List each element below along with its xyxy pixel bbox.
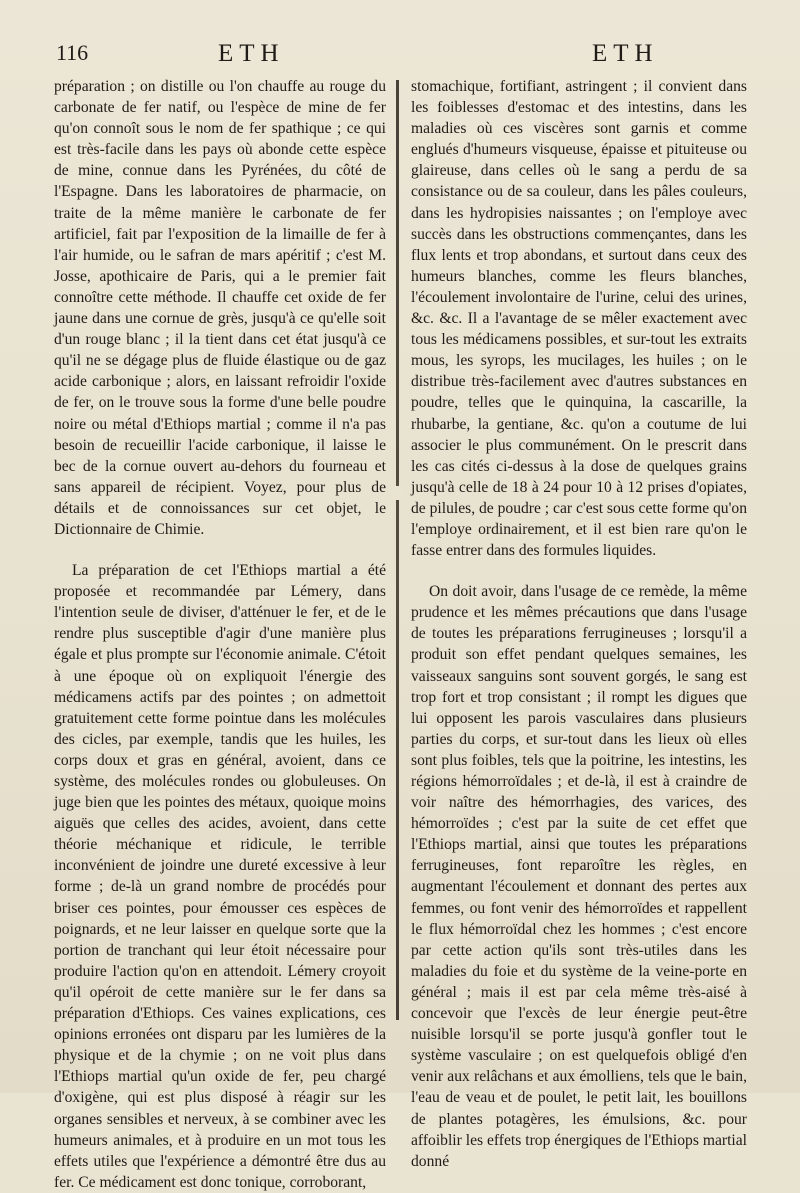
page-header (52, 38, 770, 68)
right-paragraph-1: stomachique, fortifiant, astringent ; il convient dans les foiblesses d'estomac et des intestins, dans les maladies où ces viscères sont garnis et comme englués d'humeurs visqueuse, épaisse et pituiteuse ou glaireuse, dans celles où le sang a perdu de sa consistance ou de sa couleur, dans les pâles couleurs, dans les hydropisies naissantes ; on l'employe avec succès dans les obstructions commençantes, dans les flux lents et trop abondans, et surtout dans ceux des humeurs blanches, comme les fleurs blanches, l'écoulement involontaire de l'urine, celui des urines, &c. &c. Il a l'avantage de se mêler exactement avec tous les médicamens possibles, et sur-tout les extraits mous, les syrops, les mucilages, les huiles ; on le distribue très-facilement avec d'autres substances en poudre, telles que le quinquina, la cascarille, la rhubarbe, la gentiane, &c. qu'on a coutume de lui associer le plus communément. On le prescrit dans les cas cités ci-dessus à la dose de quelques grains jusqu'à celle de 18 à 24 pour 10 à 12 prises d'opiates, de pilules, de poudre ; car c'est sous cette forme qu'on l'employe ordinairement, et il est bien rare qu'on le fasse entrer dans des formules liquides. (411, 78, 748, 560)
left-paragraph-1: préparation ; on distille ou l'on chauffe au rouge du carbonate de fer natif, ou l'espèce de mine de fer qu'on connoît sous le nom de fer spathique ; ce qui est très-facile dans les pays où abonde cette espèce de mine, connue dans les Pyrénées, du côté de l'Espagne. Dans les laboratoires de pharmacie, on traite de la même manière le carbonate de fer artificiel, fait par l'exposition de la limaille de fer à l'air humide, ou le safran de mars apéritif ; c'est M. Josse, apothicaire de Paris, qui a le premier fait connoître cette méthode. Il chauffe cet oxide de fer jaune dans une cornue de grès, jusqu'à ce qu'elle soit d'un rouge blanc ; il la tient dans cet état jusqu'à ce qu'il ne se dégage plus de fluide élastique ou de gaz acide carbonique ; alors, en laissant refroidir l'oxide de fer, on le trouve sous la forme d'une belle poudre noire ou métal d'Ethiops martial ; comme il n'a pas besoin de recueillir l'acide carbonique, il laisse le bec de la cornue ouvert au-dehors du fourneau et sans appareil de récipient. Voyez, pour plus de détails et de connoissances sur cet objet, le Dictionnaire de Chimie. (54, 78, 386, 538)
left-column (54, 76, 386, 1193)
column-divider-gap (392, 486, 402, 500)
page-number: 116 (56, 40, 89, 65)
running-head-right: ETH (592, 40, 659, 67)
right-column (411, 76, 747, 1172)
left-paragraph-2: La préparation de cet l'Ethiops martial a été proposée et recommandée par Lémery, dans l'intention seule de diviser, d'atténuer le fer, et de le rendre plus susceptible d'agir d'une manière plus égale et plus prompte sur l'économie animale. C'étoit à une époque où on expliquoit l'énergie des médicamens actifs par des pointes ; on admettoit gratuitement cette forme pointue dans les molécules des cicles, par exemple, tandis que les huiles, les corps doux et gras en général, avoient, dans ce système, des molécules rondes ou globuleuses. On juge bien que les pointes des métaux, quoique moins aiguës que celles des acides, avoient, dans cette théorie méchanique et ridicule, le terrible inconvénient de joindre une dureté excessive à leur forme ; de-là un grand nombre de procédés pour briser ces pointes, pour émousser ces espèces de poignards, et ne leur laisser en quelque sorte que la portion de tranchant qui leur étoit nécessaire pour produire l'action qu'on en attendoit. Lémery croyoit qu'il opéroit de cette manière sur le fer dans sa préparation d'Ethiops. Ces vaines explications, ces opinions erronées ont disparu par les lumières de la physique et de la chymie ; on ne voit plus dans l'Ethiops martial qu'un oxide de fer, peu chargé d'oxigène, qui est plus disposé à réagir sur les organes sensibles et nerveux, à se combiner avec les humeurs animales, et à produire en un mot tous les effets utiles que l'expérience a démontré être dus au fer. Ce médicament est donc tonique, corroborant, (54, 562, 386, 1191)
right-paragraph-2: On doit avoir, dans l'usage de ce remède, la même prudence et les mêmes précautions que dans l'usage de toutes les préparations ferrugineuses ; lorsqu'il a produit son effet pendant quelques semaines, les vaisseaux sanguins sont souvent gorgés, le sang est trop fort et trop consistant ; il rompt les digues que lui opposent les parois vasculaires dans plusieurs parties du corps, et sur-tout dans les lieux où elles sont plus foibles, tels que la poitrine, les intestins, les régions hémorroïdales ; et de-là, il est à craindre de voir naître des hémorrhagies, des varices, des hémorroïdes ; c'est par la suite de cet effet que l'Ethiops martial, ainsi que toutes les préparations ferrugineuses, font reparoître les règles, en augmentant l'écoulement et donnant des pertes aux femmes, ou font venir des hémorroïdes et rappellent le flux hémorroïdal chez les hommes ; c'est encore par cette action qu'ils sont très-utiles dans les maladies du foie et du système de la veine-porte en général ; mais il est par cela même très-aisé à concevoir que l'excès de leur énergie peut-être nuisible lorsqu'il se porte jusqu'à gonfler tout le système vasculaire ; on est quelquefois obligé d'en venir aux relâchans et aux émolliens, tels que le bain, l'eau de veau et de poulet, le petit lait, les bouillons de plantes potagères, les émulsions, &c. pour affoiblir les effets trop énergiques de l'Ethiops martial donné (411, 583, 747, 1170)
column-divider (396, 80, 399, 1020)
running-head-left: ETH (218, 40, 285, 67)
